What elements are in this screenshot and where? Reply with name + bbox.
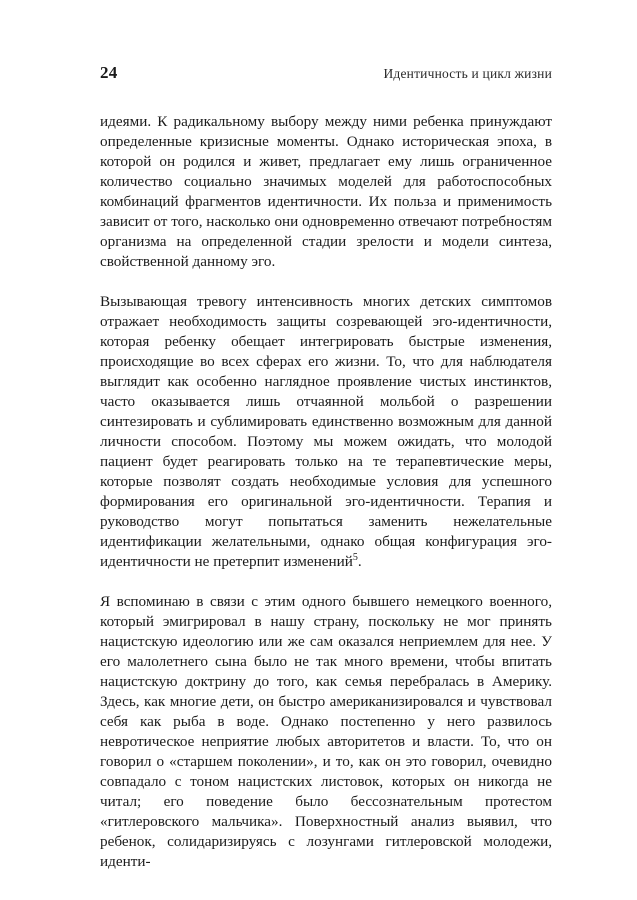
page-header bbox=[100, 63, 552, 83]
paragraph bbox=[100, 292, 552, 572]
running-title: Идентичность и цикл жизни bbox=[383, 66, 552, 81]
page-number: 24 bbox=[100, 63, 118, 82]
paragraph-text: идеями. К радикальному выбору между ними ребенка принуждают определенные кризисные моменты. Однако историческая эпоха, в которой он родился и живет, предлагает ему лишь ограниченное количество социально значимых моделей для работоспособных комбинаций фрагментов идентичности. Их польза и применимость зависит от того, насколько они одновременно отвечают потребностям организма на определенной стадии зрелости и модели синтеза, свойственной данному эго. bbox=[100, 113, 552, 270]
paragraph bbox=[100, 112, 552, 272]
paragraph-text: Я вспоминаю в связи с этим одного бывшего немецкого военного, который эмигрировал в нашу страну, поскольку не мог принять нацистскую идеологию или же сам оказался неприемлем для нее. У его малолетнего сына было не так много времени, чтобы впитать нацистскую доктрину до того, как семья перебралась в Америку. Здесь, как многие дети, он быстро американизировался и чувствовал себя как рыба в воде. Однако постепенно у него развилось невротическое неприятие любых авторитетов и власти. То, что он говорил о «старшем поколении», и то, как он это говорил, очевидно совпадало с тоном нацистских листовок, которых он никогда не читал; его поведение было бессознательным протестом «гитлеровского мальчика». Поверхностный анализ выявил, что ребенок, солидаризируясь с лозунгами гитлеровской молодежи, иденти- bbox=[100, 593, 552, 870]
paragraph-text: Вызывающая тревогу интенсивность многих детских симптомов отражает необходимость защиты созревающей эго-идентичности, которая ребенку обещает интегрировать быстрые изменения, происходящие во всех сферах его жизни. То, что для наблюдателя выглядит как особенно наглядное проявление чистых инстинктов, часто оказывается лишь отчаянной мольбой о разрешении синтезировать и сублимировать единственно возможным для данной личности способом. Поэтому мы можем ожидать, что молодой пациент будет реагировать только на те терапевтические меры, которые позволят создать необходимые условия для успешного формирования его оригинальной эго-идентичности. Терапия и руководство могут попытаться заменить нежелательные идентификации желательными, однако общая конфигурация эго-идентичности не претерпит изменений bbox=[100, 293, 552, 570]
paragraph-text-after: . bbox=[357, 553, 362, 570]
footnote-marker: 5 bbox=[352, 551, 358, 563]
body-text bbox=[100, 112, 552, 872]
paragraph bbox=[100, 592, 552, 872]
